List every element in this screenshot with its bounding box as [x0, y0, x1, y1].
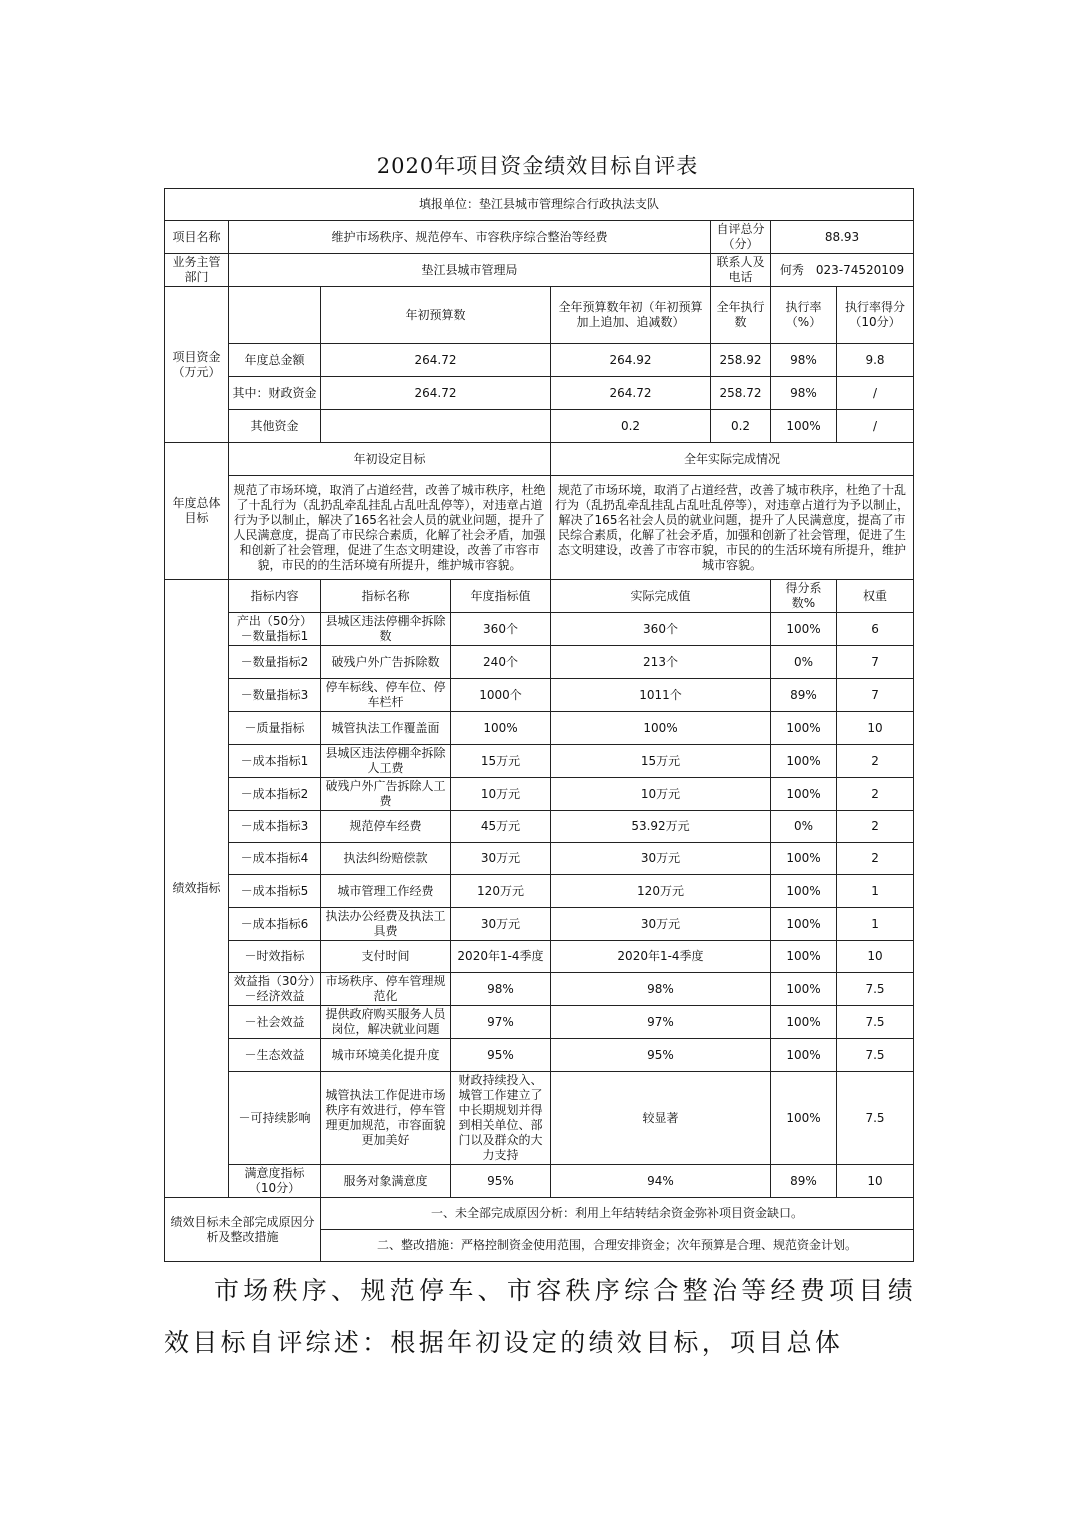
funds-header: 全年预算数年初（年初预算加上追加、追减数）	[551, 287, 711, 344]
indicator-header: 指标内容	[229, 580, 321, 613]
indicator-name: 执法纠纷赔偿款	[321, 843, 451, 875]
indicators-label: 绩效指标	[165, 580, 229, 1198]
indicator-actual: 95%	[551, 1039, 771, 1072]
fund-cell: 264.72	[321, 377, 551, 410]
table-row	[165, 778, 914, 811]
fund-cell	[321, 410, 551, 443]
summary-paragraph	[164, 1265, 916, 1369]
indicator-name: 破残户外广告拆除人工费	[321, 778, 451, 811]
indicator-name: 破残户外广告拆除数	[321, 646, 451, 679]
indicator-coef: 89%	[771, 1165, 837, 1198]
indicator-weight: 7.5	[837, 1072, 914, 1165]
indicator-name: 执法办公经费及执法工具费	[321, 908, 451, 941]
indicator-weight: 10	[837, 1165, 914, 1198]
fund-cell: 98%	[771, 377, 837, 410]
indicator-target: 120万元	[451, 875, 551, 908]
indicator-weight: 1	[837, 908, 914, 941]
indicator-target: 30万元	[451, 908, 551, 941]
indicator-actual: 360个	[551, 613, 771, 646]
table-row	[165, 1165, 914, 1198]
indicator-coef: 100%	[771, 875, 837, 908]
table-row	[165, 679, 914, 712]
table-row	[165, 646, 914, 679]
fund-cell: 264.72	[321, 344, 551, 377]
table-row	[165, 580, 914, 613]
indicator-coef: 100%	[771, 941, 837, 973]
table-row	[165, 875, 914, 908]
indicator-name: 城管执法工作促进市场秩序有效进行，停车管理更加规范，市容面貌更加美好	[321, 1072, 451, 1165]
indicator-content: －成本指标2	[229, 778, 321, 811]
table-row	[165, 745, 914, 778]
indicator-weight: 2	[837, 843, 914, 875]
summary-text: 市场秩序、规范停车、市容秩序综合整治等经费项目绩效目标自评综述：根据年初设定的绩效目标，项目总体	[164, 1276, 916, 1357]
indicator-coef: 100%	[771, 843, 837, 875]
indicator-content: －成本指标5	[229, 875, 321, 908]
indicator-actual: 97%	[551, 1006, 771, 1039]
indicator-content: －成本指标3	[229, 811, 321, 843]
project-name-value: 维护市场秩序、规范停车、市容秩序综合整治等经费	[229, 221, 711, 254]
indicator-content: －成本指标1	[229, 745, 321, 778]
indicator-header: 指标名称	[321, 580, 451, 613]
department-label: 业务主管部门	[165, 254, 229, 287]
fund-cell: 98%	[771, 344, 837, 377]
indicator-content: －成本指标6	[229, 908, 321, 941]
indicator-target: 10万元	[451, 778, 551, 811]
indicator-header: 权重	[837, 580, 914, 613]
indicator-weight: 2	[837, 745, 914, 778]
fund-cell: 100%	[771, 410, 837, 443]
evaluation-table	[164, 188, 914, 1262]
indicator-weight: 6	[837, 613, 914, 646]
indicator-coef: 100%	[771, 973, 837, 1006]
indicator-actual: 120万元	[551, 875, 771, 908]
indicator-target: 240个	[451, 646, 551, 679]
indicator-weight: 7.5	[837, 1006, 914, 1039]
indicator-actual: 15万元	[551, 745, 771, 778]
indicator-weight: 7.5	[837, 973, 914, 1006]
table-row	[165, 908, 914, 941]
fund-cell: 264.92	[551, 344, 711, 377]
indicator-actual: 30万元	[551, 908, 771, 941]
reporting-unit: 填报单位：垫江县城市管理综合行政执法支队	[165, 189, 914, 221]
funds-header: 全年执行数	[711, 287, 771, 344]
indicator-name: 提供政府购买服务人员岗位，解决就业问题	[321, 1006, 451, 1039]
indicator-coef: 0%	[771, 646, 837, 679]
indicator-coef: 100%	[771, 778, 837, 811]
reasons-line-2: 二、整改措施：严格控制资金使用范围，合理安排资金；次年预算是合理、规范资金计划。	[321, 1230, 914, 1262]
page-title: 2020年项目资金绩效目标自评表	[376, 154, 699, 178]
self-score-label: 自评总分（分）	[711, 221, 771, 254]
indicator-coef: 100%	[771, 1039, 837, 1072]
indicator-actual: 1011个	[551, 679, 771, 712]
goals-planned-header: 年初设定目标	[229, 443, 551, 476]
table-row	[165, 1072, 914, 1165]
department-value: 垫江县城市管理局	[229, 254, 711, 287]
table-row	[165, 712, 914, 745]
table-row	[165, 443, 914, 476]
indicator-name: 停车标线、停车位、停车栏杆	[321, 679, 451, 712]
indicator-target: 财政持续投入、城管工作建立了中长期规划并得到相关单位、部门以及群众的大力支持	[451, 1072, 551, 1165]
indicator-target: 97%	[451, 1006, 551, 1039]
indicator-weight: 2	[837, 811, 914, 843]
indicator-name: 规范停车经费	[321, 811, 451, 843]
indicator-name: 支付时间	[321, 941, 451, 973]
table-row	[165, 613, 914, 646]
indicator-name: 县城区违法停棚伞拆除数	[321, 613, 451, 646]
table-row	[165, 1006, 914, 1039]
indicator-actual: 98%	[551, 973, 771, 1006]
indicator-coef: 89%	[771, 679, 837, 712]
fund-row-name: 其他资金	[229, 410, 321, 443]
indicator-weight: 2	[837, 778, 914, 811]
funds-header-blank	[229, 287, 321, 344]
fund-cell: /	[837, 410, 914, 443]
funds-header: 执行率得分（10分）	[837, 287, 914, 344]
fund-cell: 9.8	[837, 344, 914, 377]
indicator-target: 15万元	[451, 745, 551, 778]
indicator-actual: 10万元	[551, 778, 771, 811]
indicator-actual: 53.92万元	[551, 811, 771, 843]
table-row	[165, 377, 914, 410]
fund-cell: 258.92	[711, 344, 771, 377]
indicator-target: 45万元	[451, 811, 551, 843]
goals-planned-text: 规范了市场环境，取消了占道经营，改善了城市秩序，杜绝了十乱行为（乱扔乱牵乱挂乱占乱吐乱停等），对违章占道行为予以制止，解决了165名社会人员的就业问题，提升了人民满意度，提高了市民综合素质，化解了社会矛盾，加强和创新了社会管理，促进了生态文明建设，改善了市容市貌，市民的的生活环境有所提升，维护城市容貌。	[229, 476, 551, 580]
indicator-target: 1000个	[451, 679, 551, 712]
table-row	[165, 843, 914, 875]
indicator-actual: 213个	[551, 646, 771, 679]
indicator-target: 95%	[451, 1039, 551, 1072]
fund-row-name: 年度总金额	[229, 344, 321, 377]
indicator-content: －成本指标4	[229, 843, 321, 875]
indicator-name: 城市管理工作经费	[321, 875, 451, 908]
indicator-header: 年度指标值	[451, 580, 551, 613]
table-row	[165, 973, 914, 1006]
reasons-label: 绩效目标未全部完成原因分析及整改措施	[165, 1198, 321, 1262]
indicator-target: 98%	[451, 973, 551, 1006]
indicator-content: －质量指标	[229, 712, 321, 745]
indicator-coef: 0%	[771, 811, 837, 843]
funds-header: 年初预算数	[321, 287, 551, 344]
indicator-coef: 100%	[771, 745, 837, 778]
self-score-value: 88.93	[771, 221, 914, 254]
indicator-name: 市场秩序、停车管理规范化	[321, 973, 451, 1006]
indicator-header: 实际完成值	[551, 580, 771, 613]
indicator-content: 产出（50分）－数量指标1	[229, 613, 321, 646]
indicator-content: 效益指（30分）－经济效益	[229, 973, 321, 1006]
goals-label: 年度总体目标	[165, 443, 229, 580]
indicator-content: －可持续影响	[229, 1072, 321, 1165]
contact-value: 何秀 023-74520109	[771, 254, 914, 287]
indicator-actual: 30万元	[551, 843, 771, 875]
indicator-weight: 7	[837, 646, 914, 679]
fund-cell: 258.72	[711, 377, 771, 410]
table-row	[165, 1198, 914, 1230]
table-row	[165, 344, 914, 377]
project-name-label: 项目名称	[165, 221, 229, 254]
indicator-actual: 94%	[551, 1165, 771, 1198]
fund-cell: 264.72	[551, 377, 711, 410]
indicator-name: 县城区违法停棚伞拆除人工费	[321, 745, 451, 778]
funds-label: 项目资金（万元）	[165, 287, 229, 443]
indicator-coef: 100%	[771, 712, 837, 745]
table-row	[165, 811, 914, 843]
indicator-content: －社会效益	[229, 1006, 321, 1039]
goals-actual-text: 规范了市场环境，取消了占道经营，改善了城市秩序，杜绝了十乱行为（乱扔乱牵乱挂乱占乱吐乱停等），对违章占道行为予以制止，解决了165名社会人员的就业问题，提升了人民满意度，提高了市民综合素质，化解了社会矛盾，加强和创新了社会管理，促进了生态文明建设，改善了市容市貌，市民的的生活环境有所提升，维护城市容貌。	[551, 476, 914, 580]
fund-cell: 0.2	[711, 410, 771, 443]
indicator-actual: 100%	[551, 712, 771, 745]
indicator-coef: 100%	[771, 1072, 837, 1165]
indicator-header: 得分系数%	[771, 580, 837, 613]
indicator-weight: 10	[837, 941, 914, 973]
indicator-target: 95%	[451, 1165, 551, 1198]
indicator-target: 100%	[451, 712, 551, 745]
indicator-actual: 较显著	[551, 1072, 771, 1165]
goals-actual-header: 全年实际完成情况	[551, 443, 914, 476]
fund-cell: 0.2	[551, 410, 711, 443]
indicator-target: 360个	[451, 613, 551, 646]
indicator-content: －数量指标3	[229, 679, 321, 712]
indicator-target: 2020年1-4季度	[451, 941, 551, 973]
indicator-weight: 7	[837, 679, 914, 712]
contact-label: 联系人及电话	[711, 254, 771, 287]
fund-row-name: 其中：财政资金	[229, 377, 321, 410]
indicator-content: －时效指标	[229, 941, 321, 973]
indicator-name: 服务对象满意度	[321, 1165, 451, 1198]
table-row	[165, 941, 914, 973]
indicator-coef: 100%	[771, 613, 837, 646]
indicator-weight: 10	[837, 712, 914, 745]
table-row	[165, 410, 914, 443]
indicator-name: 城管执法工作覆盖面	[321, 712, 451, 745]
indicator-coef: 100%	[771, 1006, 837, 1039]
indicator-weight: 7.5	[837, 1039, 914, 1072]
table-row	[165, 1039, 914, 1072]
indicator-content: －生态效益	[229, 1039, 321, 1072]
indicator-weight: 1	[837, 875, 914, 908]
indicator-actual: 2020年1-4季度	[551, 941, 771, 973]
indicator-target: 30万元	[451, 843, 551, 875]
fund-cell: /	[837, 377, 914, 410]
indicator-content: －数量指标2	[229, 646, 321, 679]
reasons-line-1: 一、未全部完成原因分析：利用上年结转结余资金弥补项目资金缺口。	[321, 1198, 914, 1230]
funds-header: 执行率（%）	[771, 287, 837, 344]
table-row	[165, 476, 914, 580]
indicator-content: 满意度指标（10分）	[229, 1165, 321, 1198]
indicator-name: 城市环境美化提升度	[321, 1039, 451, 1072]
indicator-coef: 100%	[771, 908, 837, 941]
